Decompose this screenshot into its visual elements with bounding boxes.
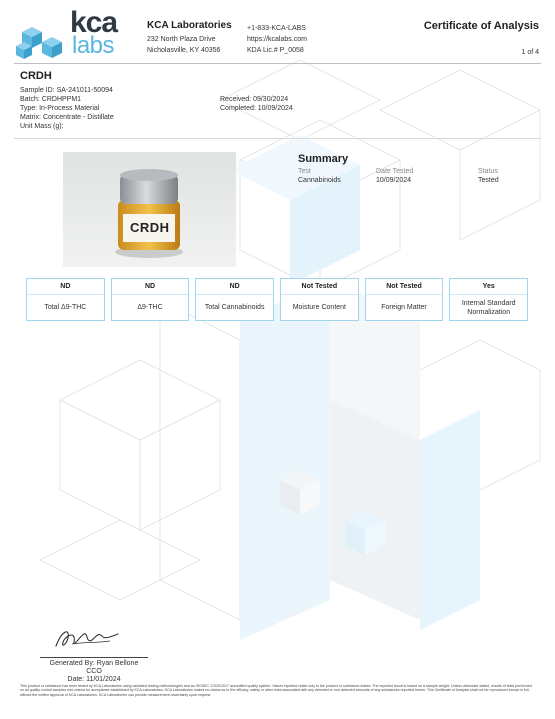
lab-address-line-1: 232 North Plaza Drive	[147, 36, 216, 43]
logo-wordmark-kca: kca	[70, 6, 118, 39]
result-label: Total Δ9-THC	[44, 304, 87, 311]
result-cards	[26, 278, 528, 321]
result-label: Foreign Matter	[381, 304, 427, 311]
signature-line	[40, 657, 148, 658]
sample-type: Type: In-Process Material	[20, 105, 100, 112]
product-photo	[63, 152, 236, 267]
sample-batch: Batch: CRDHPPM1	[20, 96, 82, 103]
product-jar-image	[63, 152, 236, 267]
legal-disclaimer: This product or substance has been tested by KCA Laboratories using validated testing methodologies and an ISO/IEC 17025:2017 accredited quality system. Values reported relate only to the product or substance tested. The reported result is based on a sample weight. Unless otherwise stated, results of tests performed on all quality control samples met criteria for acceptance established by KCA Laboratories. KCA Laboratories makes no claims as to the efficacy, safety or other risks associated with any detected or non-detected amounts of any substances reported herein. This Certificate of Analysis shall not be reproduced except in full, without the written approval of KCA Laboratories. KCA Laboratories can provide measurement uncertainty upon request.	[20, 684, 532, 697]
lab-contact	[247, 23, 307, 56]
summary-status-label: Status	[478, 168, 498, 175]
result-value: Yes	[450, 279, 527, 295]
result-value: ND	[27, 279, 104, 295]
result-value: ND	[196, 279, 273, 295]
signer-role: CCO	[86, 668, 102, 675]
summary-heading: Summary	[298, 153, 349, 165]
lab-phone: +1-833-KCA-LABS	[247, 25, 306, 32]
lab-license: KDA Lic.# P_0058	[247, 47, 304, 54]
sample-unit-mass: Unit Mass (g):	[20, 123, 64, 130]
lab-website[interactable]: https://kcalabs.com	[247, 36, 307, 43]
result-card-d9-thc	[111, 278, 190, 321]
sample-matrix: Matrix: Concentrate - Distillate	[20, 114, 114, 121]
summary-test-value: Cannabinoids	[298, 177, 341, 184]
summary-date-value: 10/09/2024	[376, 177, 412, 184]
details-divider	[14, 138, 541, 139]
sample-dates	[220, 95, 293, 113]
result-label: Internal Standard Normalization	[461, 299, 516, 316]
result-card-foreign-matter	[365, 278, 444, 321]
header-divider	[14, 63, 541, 64]
result-label: Total Cannabinoids	[204, 304, 265, 311]
result-card-internal-standard	[449, 278, 528, 321]
summary-date-label: Date Tested	[376, 168, 414, 175]
result-value: Not Tested	[281, 279, 358, 295]
document-title: Certificate of Analysis	[423, 20, 539, 32]
sample-name: CRDH	[20, 70, 52, 82]
logo-wordmark-labs: labs	[72, 32, 115, 59]
result-value: Not Tested	[366, 279, 443, 295]
result-label: Δ9-THC	[137, 304, 163, 311]
summary-test-label: Test	[298, 168, 311, 175]
lab-address	[147, 34, 220, 56]
completed-date: Completed: 10/09/2024	[220, 105, 293, 112]
summary-test-column	[298, 167, 341, 185]
jar-label-text: CRDH	[130, 220, 170, 235]
sample-id: Sample ID: SA-241011-50094	[20, 87, 113, 94]
lab-name: KCA Laboratories	[147, 20, 232, 31]
generated-by: Generated By: Ryan Bellone	[49, 660, 139, 667]
generated-by-block	[34, 660, 154, 684]
sample-details	[20, 86, 114, 131]
result-card-moisture-content	[280, 278, 359, 321]
summary-date-column	[376, 167, 413, 185]
result-label: Moisture Content	[292, 304, 346, 311]
received-date: Received: 09/30/2024	[220, 96, 289, 103]
lab-address-line-2: Nicholasville, KY 40356	[147, 47, 221, 54]
summary-status-column	[478, 167, 499, 185]
result-value: ND	[112, 279, 189, 295]
result-card-total-d9-thc	[26, 278, 105, 321]
signature-image	[52, 624, 122, 652]
result-card-total-cannabinoids	[195, 278, 274, 321]
summary-status-value: Tested	[478, 177, 499, 184]
generated-date: Date: 11/01/2024	[67, 676, 121, 683]
page-number: 1 of 4	[521, 49, 539, 56]
